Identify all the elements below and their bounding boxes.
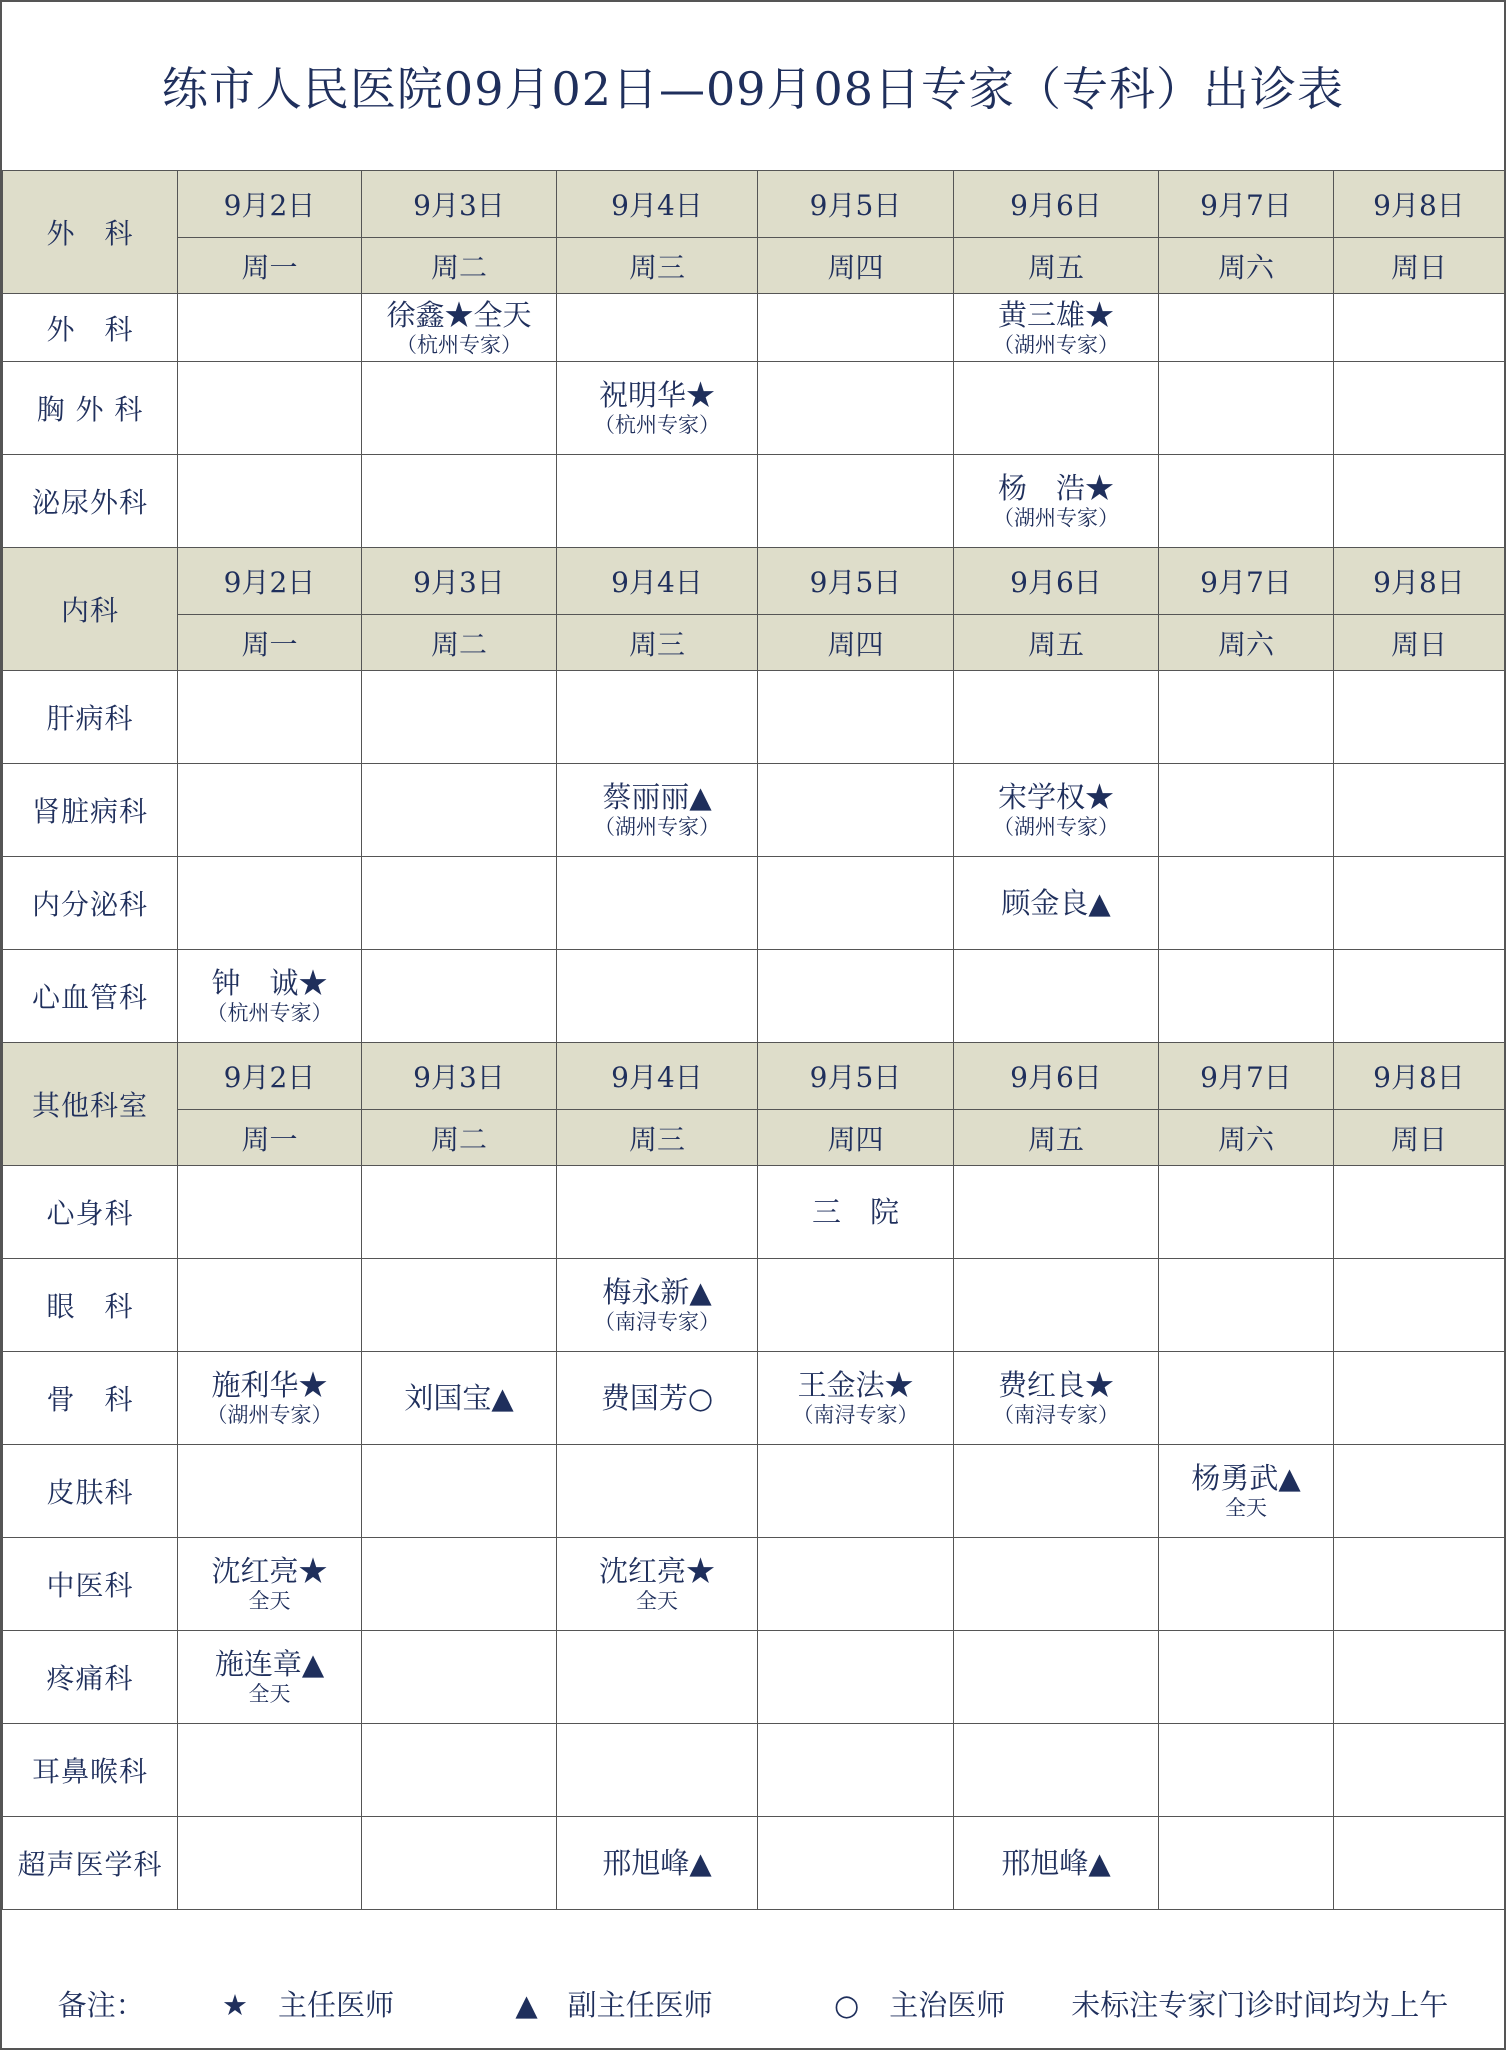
- department-row: [3, 764, 1505, 857]
- section-date-row: [3, 171, 1505, 238]
- footer-legend: [2, 1957, 1504, 2050]
- doctor-name: 黄三雄★: [997, 297, 1114, 332]
- date-header: 9月7日: [1159, 171, 1334, 238]
- schedule-cell: [1334, 1445, 1505, 1538]
- date-header: 9月3日: [362, 1043, 557, 1110]
- schedule-cell: [954, 362, 1159, 455]
- date-header: 9月6日: [954, 1043, 1159, 1110]
- department-row: [3, 1631, 1505, 1724]
- date-header: 9月7日: [1159, 548, 1334, 615]
- weekday-header: 周四: [758, 615, 954, 671]
- footer-prefix: 备注：: [57, 1988, 145, 2022]
- schedule-cell: [954, 455, 1159, 548]
- section-title: 内科: [3, 548, 178, 671]
- doctor-name: 王金法★: [797, 1368, 914, 1402]
- schedule-cell: [758, 1166, 954, 1259]
- schedule-cell: [362, 1166, 557, 1259]
- schedule-cell: [1334, 1817, 1505, 1910]
- doctor-note: （湖州专家）: [993, 815, 1119, 839]
- schedule-cell: [1159, 1352, 1334, 1445]
- schedule-cell: [557, 294, 758, 362]
- schedule-cell: [178, 1445, 362, 1538]
- schedule-cell: [1334, 764, 1505, 857]
- department-name: 胸 外 科: [3, 362, 178, 455]
- schedule-cell: [362, 1352, 557, 1445]
- schedule-cell: [557, 950, 758, 1043]
- department-row: [3, 1445, 1505, 1538]
- schedule-cell: [758, 1817, 954, 1910]
- schedule-cell: [758, 950, 954, 1043]
- schedule-cell: [557, 362, 758, 455]
- date-header: 9月5日: [758, 548, 954, 615]
- schedule-cell: [758, 671, 954, 764]
- doctor-note: （南浔专家）: [792, 1403, 919, 1427]
- footer-note: 未标注专家门诊时间均为上午: [1071, 1988, 1449, 2022]
- schedule-cell: [362, 671, 557, 764]
- schedule-cell: [1334, 362, 1505, 455]
- department-name: 中医科: [3, 1538, 178, 1631]
- department-name: 皮肤科: [3, 1445, 178, 1538]
- department-row: [3, 362, 1505, 455]
- schedule-cell: [758, 1538, 954, 1631]
- schedule-cell: [1334, 1166, 1505, 1259]
- section-title: 其他科室: [3, 1043, 178, 1166]
- doctor-name: 顾金良▲: [1001, 886, 1111, 920]
- department-name: 眼 科: [3, 1259, 178, 1352]
- schedule-cell: [954, 764, 1159, 857]
- schedule-cell: [1159, 362, 1334, 455]
- doctor-name: 施连章▲: [214, 1647, 325, 1681]
- doctor-note: 全天: [248, 1589, 291, 1613]
- doctor-name: 费红良★: [997, 1368, 1114, 1402]
- date-header: 9月6日: [954, 171, 1159, 238]
- legend-label: 副主任医师: [567, 1988, 713, 2022]
- schedule-cell: [362, 1631, 557, 1724]
- schedule-cell: [1334, 857, 1505, 950]
- schedule-cell: [178, 1259, 362, 1352]
- legend-label: 主治医师: [889, 1988, 1006, 2022]
- department-name: 内分泌科: [3, 857, 178, 950]
- department-row: [3, 1724, 1505, 1817]
- section-date-row: [3, 548, 1505, 615]
- schedule-cell: [1159, 671, 1334, 764]
- weekday-header: 周二: [362, 615, 557, 671]
- schedule-cell: [1159, 857, 1334, 950]
- schedule-cell: [1159, 1538, 1334, 1631]
- schedule-cell: [362, 764, 557, 857]
- schedule-cell: [758, 857, 954, 950]
- date-header: 9月5日: [758, 1043, 954, 1110]
- schedule-cell: [362, 362, 557, 455]
- schedule-cell: [178, 1817, 362, 1910]
- schedule-cell: [1334, 1631, 1505, 1724]
- department-row: [3, 1538, 1505, 1631]
- schedule-cell: [1334, 455, 1505, 548]
- legend-item-chief: [167, 1949, 416, 2058]
- weekday-header: 周四: [758, 238, 954, 294]
- schedule-cell: [758, 1724, 954, 1817]
- page-title: 练市人民医院09月02日—09月08日专家（专科）出诊表: [161, 62, 1345, 116]
- department-name: 超声医学科: [3, 1817, 178, 1910]
- weekday-header: 周一: [178, 238, 362, 294]
- weekday-header: 周六: [1159, 615, 1334, 671]
- schedule-cell: [178, 671, 362, 764]
- weekday-header: 周六: [1159, 238, 1334, 294]
- doctor-name: 杨 浩★: [997, 471, 1114, 505]
- doctor-name: 施利华★: [211, 1368, 328, 1402]
- doctor-note: 全天: [248, 1682, 291, 1706]
- doctor-note: 全天: [1225, 1496, 1267, 1520]
- weekday-header: 周一: [178, 615, 362, 671]
- date-header: 9月8日: [1334, 171, 1505, 238]
- schedule-cell: [1159, 1166, 1334, 1259]
- department-name: 泌尿外科: [3, 455, 178, 548]
- department-name: 肝病科: [3, 671, 178, 764]
- schedule-cell: [954, 1724, 1159, 1817]
- doctor-note: （南浔专家）: [594, 1310, 720, 1334]
- schedule-cell: [178, 1631, 362, 1724]
- schedule-cell: [954, 1259, 1159, 1352]
- schedule-cell: [362, 455, 557, 548]
- schedule-cell: [1159, 455, 1334, 548]
- weekday-header: 周五: [954, 238, 1159, 294]
- schedule-cell: [1334, 671, 1505, 764]
- date-header: 9月4日: [557, 171, 758, 238]
- doctor-note: （湖州专家）: [594, 815, 720, 839]
- department-name: 疼痛科: [3, 1631, 178, 1724]
- department-row: [3, 1352, 1505, 1445]
- department-row: [3, 950, 1505, 1043]
- doctor-name: 费国芳○: [600, 1381, 714, 1415]
- schedule-cell: [557, 1445, 758, 1538]
- schedule-cell: [758, 455, 954, 548]
- section-weekday-row: [3, 238, 1505, 294]
- doctor-name: 杨勇武▲: [1191, 1461, 1301, 1495]
- schedule-cell: [557, 455, 758, 548]
- schedule-cell: [1159, 1259, 1334, 1352]
- schedule-cell: [1159, 1724, 1334, 1817]
- schedule-cell: [954, 857, 1159, 950]
- doctor-name: 宋学权★: [997, 780, 1114, 814]
- schedule-cell: [362, 1817, 557, 1910]
- weekday-header: 周六: [1159, 1110, 1334, 1166]
- schedule-cell: [178, 764, 362, 857]
- legend-item-attending: [779, 1949, 1028, 2058]
- schedule-cell: [1334, 1352, 1505, 1445]
- schedule-cell: [362, 1724, 557, 1817]
- department-name: 肾脏病科: [3, 764, 178, 857]
- schedule-cell: [758, 1259, 954, 1352]
- schedule-cell: [557, 1352, 758, 1445]
- schedule-cell: [954, 1817, 1159, 1910]
- schedule-cell: [954, 1631, 1159, 1724]
- section-weekday-row: [3, 615, 1505, 671]
- schedule-cell: [954, 671, 1159, 764]
- schedule-cell: [758, 362, 954, 455]
- schedule-cell: [758, 1445, 954, 1538]
- schedule-cell: [362, 1259, 557, 1352]
- schedule-cell: [178, 1724, 362, 1817]
- date-header: 9月4日: [557, 1043, 758, 1110]
- schedule-cell: [178, 950, 362, 1043]
- doctor-name: 沈红亮★: [211, 1554, 328, 1588]
- doctor-note: （湖州专家）: [993, 506, 1119, 530]
- schedule-cell: [362, 1538, 557, 1631]
- section-weekday-row: [3, 1110, 1505, 1166]
- schedule-cell: [1159, 1631, 1334, 1724]
- schedule-cell: [954, 1352, 1159, 1445]
- weekday-header: 周二: [362, 238, 557, 294]
- date-header: 9月3日: [362, 548, 557, 615]
- weekday-header: 周五: [954, 1110, 1159, 1166]
- schedule-cell: [557, 1817, 758, 1910]
- schedule-cell: [1334, 950, 1505, 1043]
- circle-icon: ○: [833, 1988, 860, 2022]
- schedule-cell: [557, 857, 758, 950]
- date-header: 9月8日: [1334, 1043, 1505, 1110]
- weekday-header: 周三: [557, 238, 758, 294]
- doctor-note: （杭州专家）: [396, 332, 522, 357]
- schedule-cell: [557, 764, 758, 857]
- schedule-cell: [557, 1259, 758, 1352]
- department-row: [3, 671, 1505, 764]
- schedule-cell: [758, 1631, 954, 1724]
- weekday-header: 周五: [954, 615, 1159, 671]
- doctor-note: 全天: [636, 1589, 678, 1613]
- schedule-cell: [1334, 1259, 1505, 1352]
- department-row: [3, 1259, 1505, 1352]
- schedule-cell: [1159, 1817, 1334, 1910]
- doctor-name: 邢旭峰▲: [1001, 1846, 1111, 1880]
- date-header: 9月2日: [178, 1043, 362, 1110]
- department-row: [3, 455, 1505, 548]
- doctor-name: 邢旭峰▲: [602, 1846, 712, 1880]
- department-name: 骨 科: [3, 1352, 178, 1445]
- department-name: 心身科: [3, 1166, 178, 1259]
- doctor-name: 三 院: [811, 1195, 899, 1229]
- schedule-cell: [178, 1538, 362, 1631]
- doctor-name: 蔡丽丽▲: [602, 780, 712, 814]
- section-date-row: [3, 1043, 1505, 1110]
- doctor-name: 沈红亮★: [598, 1554, 715, 1588]
- schedule-cell: [1334, 294, 1505, 362]
- schedule-cell: [758, 294, 954, 362]
- weekday-header: 周四: [758, 1110, 954, 1166]
- doctor-note: （湖州专家）: [993, 332, 1119, 357]
- department-row: [3, 294, 1505, 362]
- schedule-cell: [954, 1166, 1159, 1259]
- schedule-cell: [557, 1166, 758, 1259]
- schedule-table: [2, 170, 1505, 1910]
- schedule-cell: [1159, 950, 1334, 1043]
- legend-item-associate: [460, 1949, 735, 2058]
- star-icon: ★: [222, 1988, 248, 2022]
- schedule-cell: [178, 455, 362, 548]
- schedule-cell: [557, 1631, 758, 1724]
- doctor-note: （杭州专家）: [206, 1001, 333, 1025]
- schedule-cell: [1334, 1724, 1505, 1817]
- legend-label: 主任医师: [278, 1988, 395, 2022]
- schedule-cell: [758, 1352, 954, 1445]
- weekday-header: 周三: [557, 1110, 758, 1166]
- schedule-cell: [557, 1724, 758, 1817]
- doctor-name: 刘国宝▲: [404, 1381, 514, 1415]
- weekday-header: 周二: [362, 1110, 557, 1166]
- schedule-cell: [954, 1538, 1159, 1631]
- schedule-cell: [178, 294, 362, 362]
- doctor-note: （南浔专家）: [993, 1403, 1119, 1427]
- weekday-header: 周日: [1334, 615, 1505, 671]
- department-row: [3, 857, 1505, 950]
- weekday-header: 周日: [1334, 238, 1505, 294]
- schedule-cell: [557, 1538, 758, 1631]
- date-header: 9月8日: [1334, 548, 1505, 615]
- date-header: 9月2日: [178, 171, 362, 238]
- doctor-note: （湖州专家）: [206, 1403, 333, 1427]
- date-header: 9月2日: [178, 548, 362, 615]
- doctor-name: 徐鑫★全天: [386, 297, 532, 332]
- schedule-cell: [178, 857, 362, 950]
- department-row: [3, 1166, 1505, 1259]
- section-title: 外 科: [3, 171, 178, 294]
- weekday-header: 周三: [557, 615, 758, 671]
- schedule-cell: [1159, 294, 1334, 362]
- schedule-cell: [954, 1445, 1159, 1538]
- schedule-cell: [362, 1445, 557, 1538]
- schedule-cell: [178, 1166, 362, 1259]
- doctor-name: 钟 诚★: [211, 966, 328, 1000]
- schedule-cell: [362, 857, 557, 950]
- department-name: 外 科: [3, 294, 178, 362]
- schedule-cell: [362, 294, 557, 362]
- department-name: 耳鼻喉科: [3, 1724, 178, 1817]
- schedule-cell: [954, 950, 1159, 1043]
- doctor-note: （杭州专家）: [594, 413, 720, 437]
- schedule-cell: [557, 671, 758, 764]
- schedule-cell: [178, 1352, 362, 1445]
- date-header: 9月4日: [557, 548, 758, 615]
- schedule-cell: [1159, 1445, 1334, 1538]
- schedule-cell: [178, 362, 362, 455]
- date-header: 9月6日: [954, 548, 1159, 615]
- weekday-header: 周一: [178, 1110, 362, 1166]
- schedule-cell: [954, 294, 1159, 362]
- doctor-name: 祝明华★: [598, 378, 715, 412]
- schedule-cell: [758, 764, 954, 857]
- triangle-icon: ▲: [515, 1988, 538, 2022]
- department-name: 心血管科: [3, 950, 178, 1043]
- date-header: 9月3日: [362, 171, 557, 238]
- doctor-name: 梅永新▲: [602, 1275, 712, 1309]
- department-row: [3, 1817, 1505, 1910]
- schedule-cell: [1334, 1538, 1505, 1631]
- date-header: 9月5日: [758, 171, 954, 238]
- schedule-cell: [1159, 764, 1334, 857]
- weekday-header: 周日: [1334, 1110, 1505, 1166]
- date-header: 9月7日: [1159, 1043, 1334, 1110]
- schedule-cell: [362, 950, 557, 1043]
